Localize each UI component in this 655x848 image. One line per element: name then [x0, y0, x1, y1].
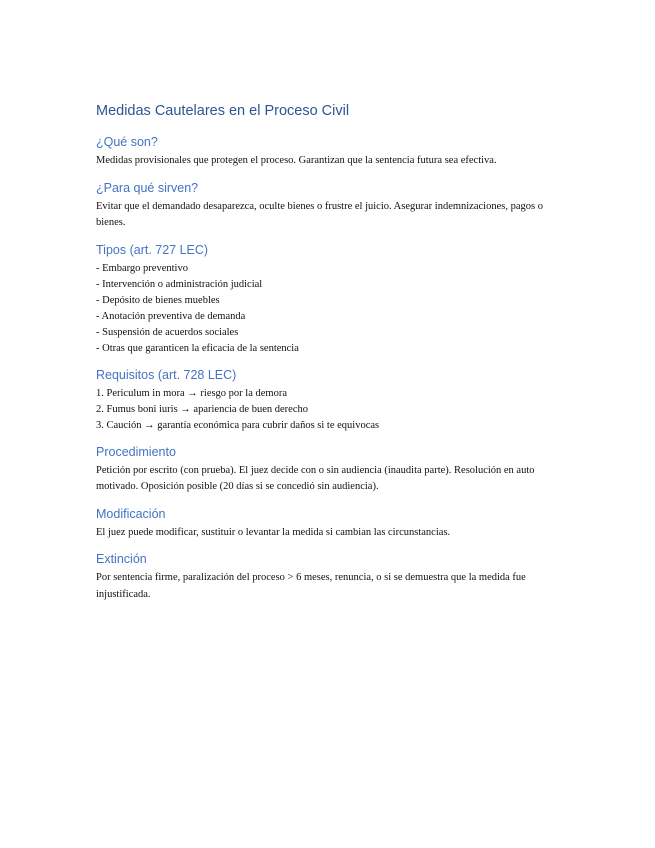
section-heading: Requisitos (art. 728 LEC) — [96, 367, 237, 382]
list-item: 3. Caución → garantía económica para cubrir daños si te equivocas — [96, 419, 380, 431]
section-heading: Extinción — [96, 552, 147, 566]
section-procedimiento — [96, 444, 566, 496]
list-item: - Otras que garanticen la eficacia de la sentencia — [96, 342, 299, 354]
section-tipos — [96, 242, 566, 357]
section-modificacion — [96, 506, 566, 542]
section-paragraph: Por sentencia firme, paralización del proceso > 6 meses, renuncia, o si se demuestra que la medida fue injustificada. — [96, 572, 526, 600]
section-paragraph: Medidas provisionales que protegen el proceso. Garantizan que la sentencia futura sea efectiva. — [96, 155, 497, 166]
section-para-que-sirven — [96, 180, 566, 232]
section-que-son — [96, 134, 566, 170]
section-paragraph: Evitar que el demandado desaparezca, oculte bienes o frustre el juicio. Asegurar indemnizaciones, pagos o bienes. — [96, 200, 543, 228]
list-item: - Depósito de bienes muebles — [96, 294, 220, 306]
list-item: - Intervención o administración judicial — [96, 278, 263, 290]
list-item: 2. Fumus boni iuris → apariencia de buen derecho — [96, 403, 308, 415]
section-paragraph: El juez puede modificar, sustituir o levantar la medida si cambian las circunstancias. — [96, 526, 451, 538]
section-extincion — [96, 551, 566, 603]
section-heading: Tipos (art. 727 LEC) — [96, 242, 209, 257]
page-title: Medidas Cautelares en el Proceso Civil — [96, 103, 350, 119]
section-heading: ¿Qué son? — [96, 135, 158, 149]
section-heading: Modificación — [96, 506, 166, 521]
list-item: - Suspensión de acuerdos sociales — [96, 326, 239, 338]
section-heading: Procedimiento — [96, 444, 176, 459]
section-heading: ¿Para qué sirven? — [96, 180, 199, 195]
section-requisitos — [96, 367, 566, 434]
list-item: - Embargo preventivo — [96, 262, 188, 274]
list-item: 1. Periculum in mora → riesgo por la demora — [96, 387, 287, 399]
list-item: - Anotación preventiva de demanda — [96, 310, 246, 322]
document-body — [96, 102, 566, 613]
section-paragraph: Petición por escrito (con prueba). El juez decide con o sin audiencia (inaudita parte). Resolución en auto motivado. Oposición posible (20 días si se concedió sin audiencia). — [96, 464, 535, 492]
